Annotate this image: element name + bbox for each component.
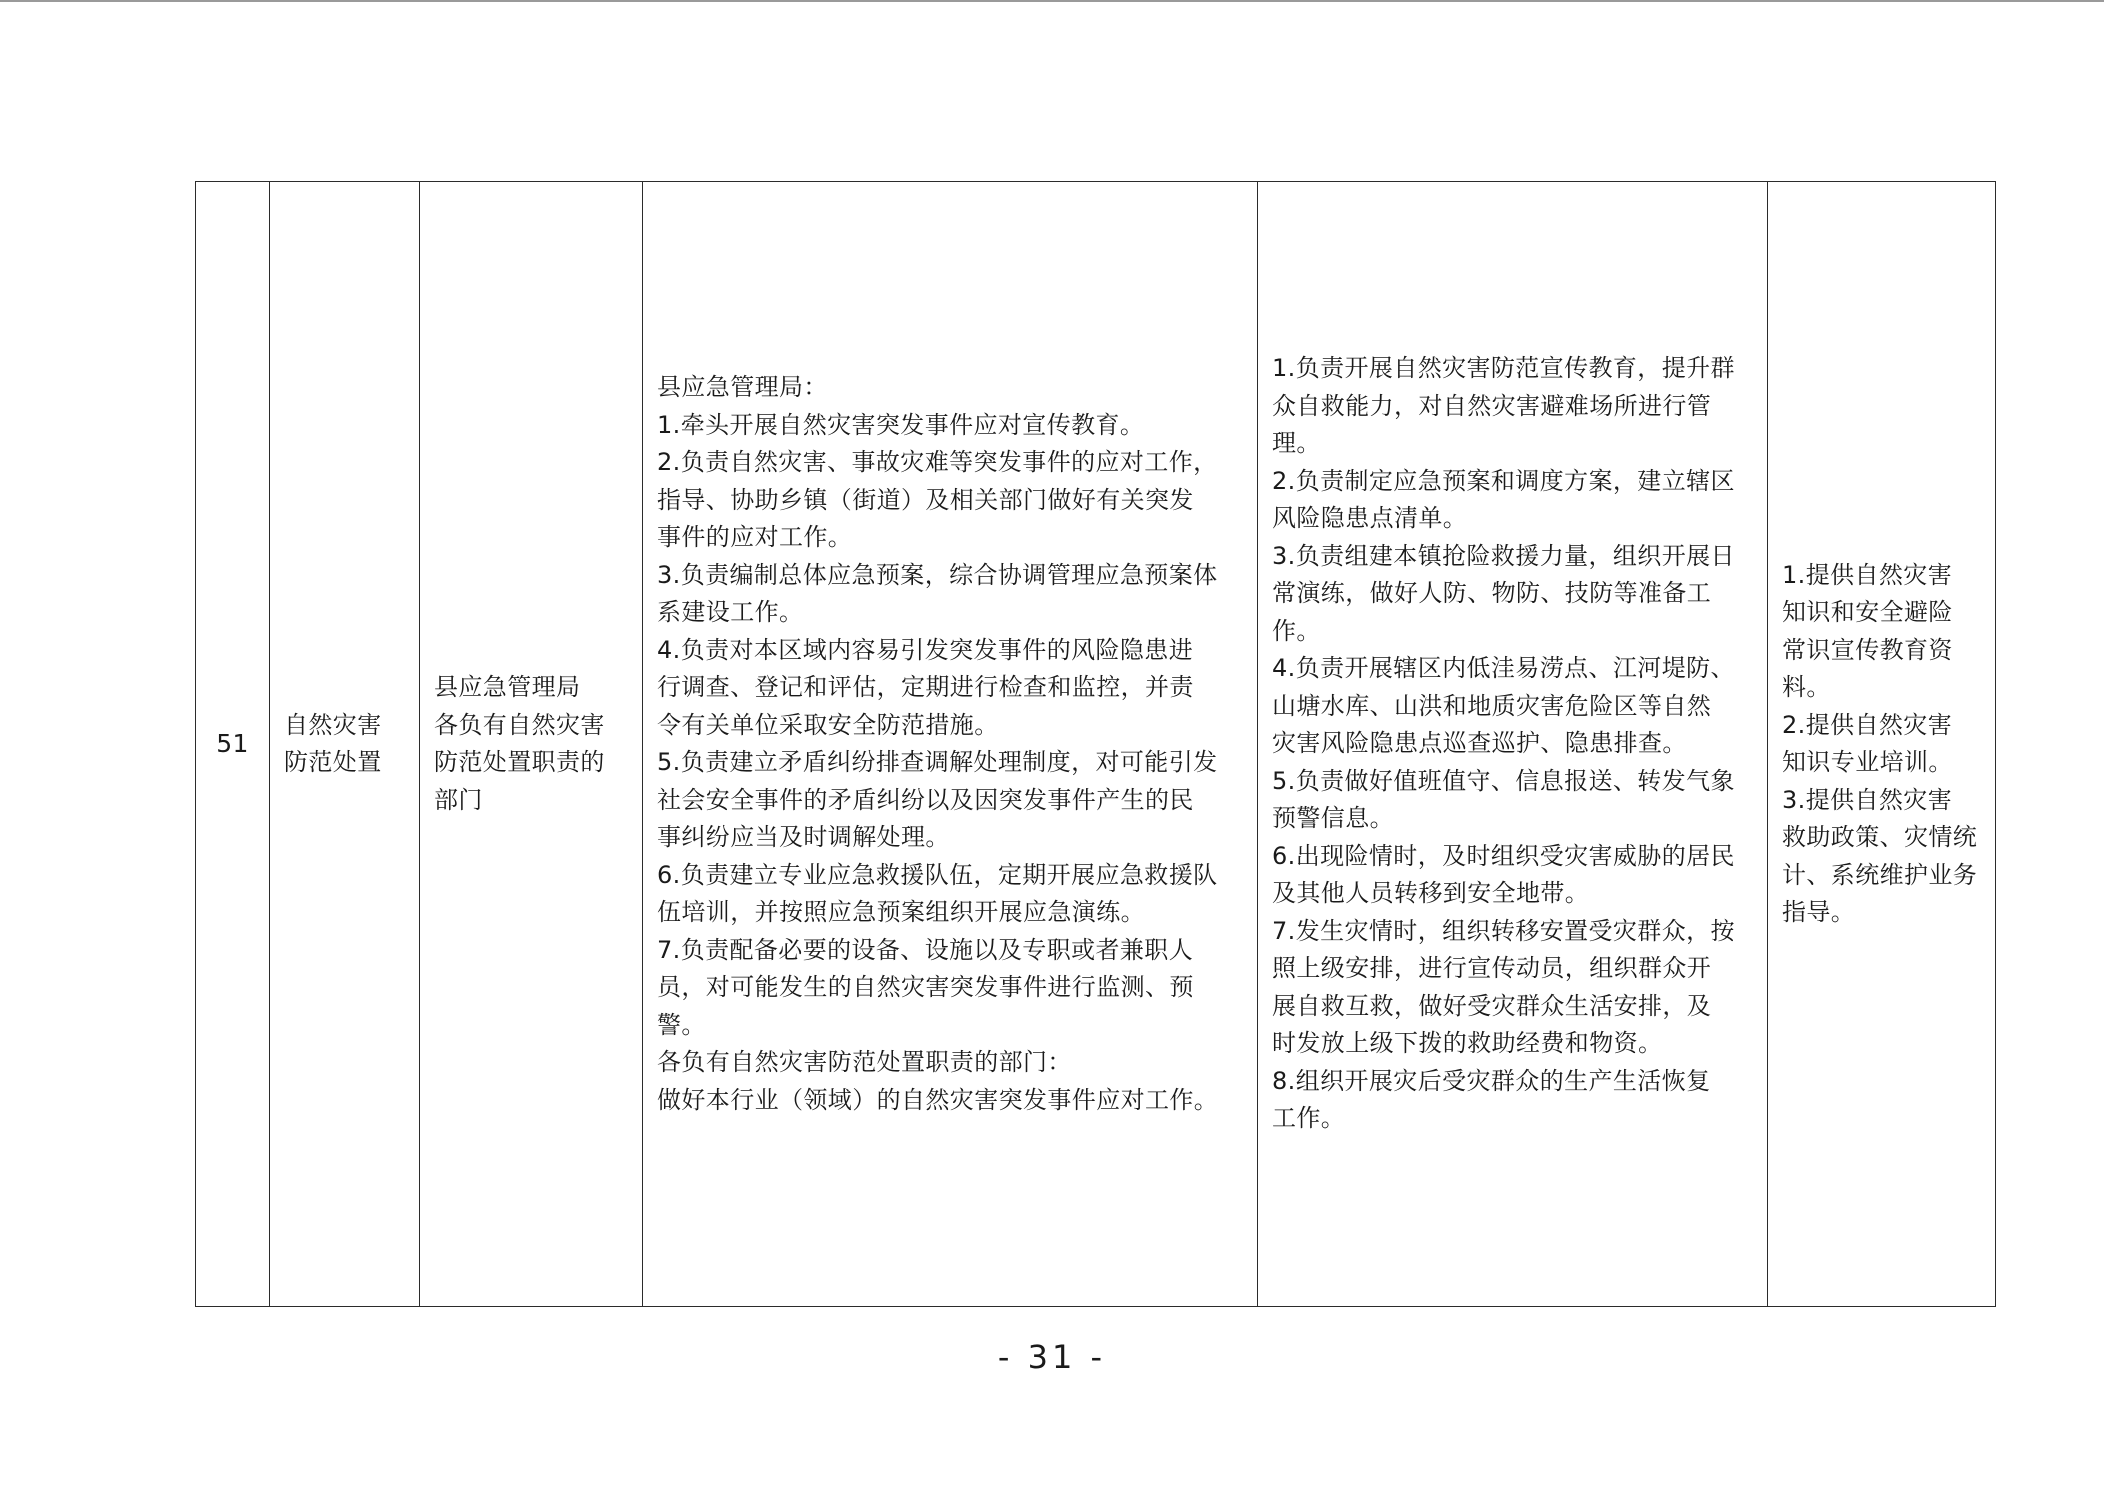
text-line: 常识宣传教育资 [1782,635,1953,664]
county-duty-text [643,369,1257,1119]
text-line: 计、系统维护业务 [1782,860,1978,889]
text-line: 伍培训，并按照应急预案组织开展应急演练。 [657,898,1145,926]
text-line: 知识和安全避险 [1782,598,1953,626]
text-line: 众自救能力，对自然灾害避难场所进行管 [1272,391,1712,420]
text-line: 警。 [657,1010,706,1039]
department-cell [420,182,643,1307]
page-number: - 31 - [997,1338,1107,1376]
text-line: 行调查、登记和评估，定期进行检查和监控，并责 [657,673,1194,701]
text-line: 县应急管理局： [657,373,828,401]
text-line: 1.提供自然灾害 [1782,560,1953,589]
text-line: 1.负责开展自然灾害防范宣传教育，提升群 [1272,354,1735,383]
text-line: 6.负责建立专业应急救援队伍，定期开展应急救援队 [657,860,1218,889]
text-line: 理。 [1272,429,1321,458]
county-duty-cell [643,182,1258,1307]
text-line: 系建设工作。 [657,598,804,626]
text-line: 照上级安排，进行宣传动员，组织群众开 [1272,954,1712,983]
text-line: 员，对可能发生的自然灾害突发事件进行监测、预 [657,973,1194,1001]
text-line: 2.提供自然灾害 [1782,710,1953,739]
text-line: 作。 [1272,616,1321,645]
page-top-rule [0,0,2104,2]
text-line: 指导、协助乡镇（街道）及相关部门做好有关突发 [657,485,1194,514]
text-line: 8.组织开展灾后受灾群众的生产生活恢复 [1272,1066,1711,1095]
text-line: 4.负责对本区域内容易引发突发事件的风险隐患进 [657,635,1194,664]
text-line: 料。 [1782,673,1831,701]
village-duty-cell [1768,182,1996,1307]
text-line: 常演练，做好人防、物防、技防等准备工 [1272,579,1712,608]
village-duty-text [1768,557,1995,932]
text-line: 4.负责开展辖区内低洼易涝点、江河堤防、 [1272,654,1735,683]
text-line: 防范处置职责的 [434,748,605,776]
text-line: 2.负责制定应急预案和调度方案，建立辖区 [1272,466,1735,495]
text-line: 救助政策、灾情统 [1782,823,1978,851]
text-line: 做好本行业（领域）的自然灾害突发事件应对工作。 [657,1085,1219,1114]
text-line: 社会安全事件的矛盾纠纷以及因突发事件产生的民 [657,785,1194,814]
town-duty-cell [1258,182,1768,1307]
text-line: 各负有自然灾害防范处置职责的部门： [657,1048,1072,1076]
text-line: 3.负责编制总体应急预案，综合协调管理应急预案体 [657,560,1218,589]
text-line: 工作。 [1272,1104,1346,1133]
text-line: 时发放上级下拨的救助经费和物资。 [1272,1029,1663,1058]
row-number-cell [196,182,270,1307]
text-line: 7.发生灾情时，组织转移安置受灾群众，按 [1272,916,1735,945]
text-line: 灾害风险隐患点巡查巡护、隐患排查。 [1272,729,1687,758]
text-line: 山塘水库、山洪和地质灾害危险区等自然 [1272,691,1712,720]
duty-table [195,181,1996,1307]
town-duty-text [1258,350,1767,1138]
text-line: 自然灾害 [284,710,382,739]
text-line: 风险隐患点清单。 [1272,504,1468,533]
department-text [420,669,642,819]
text-line: 知识专业培训。 [1782,748,1953,776]
row-number: 51 [216,729,249,759]
text-line: 及其他人员转移到安全地带。 [1272,879,1590,908]
text-line: 事纠纷应当及时调解处理。 [657,823,950,851]
text-line: 指导。 [1782,898,1856,926]
text-line: 县应急管理局 [434,673,581,701]
text-line: 事件的应对工作。 [657,523,853,551]
text-line: 展自救互救，做好受灾群众生活安排，及 [1272,991,1712,1020]
text-line: 3.提供自然灾害 [1782,785,1953,814]
text-line: 3.负责组建本镇抢险救援力量，组织开展日 [1272,541,1735,570]
item-text [270,707,419,782]
table-row [196,182,1996,1307]
text-line: 2.负责自然灾害、事故灾难等突发事件的应对工作， [657,448,1218,476]
text-line: 6.出现险情时，及时组织受灾害威胁的居民 [1272,841,1735,870]
text-line: 7.负责配备必要的设备、设施以及专职或者兼职人 [657,935,1194,964]
text-line: 各负有自然灾害 [434,710,605,739]
text-line: 部门 [434,785,483,814]
text-line: 5.负责建立矛盾纠纷排查调解处理制度，对可能引发 [657,748,1218,776]
text-line: 预警信息。 [1272,804,1394,833]
item-cell [270,182,420,1307]
text-line: 防范处置 [284,748,382,776]
text-line: 1.牵头开展自然灾害突发事件应对宣传教育。 [657,410,1145,439]
text-line: 令有关单位采取安全防范措施。 [657,710,999,739]
text-line: 5.负责做好值班值守、信息报送、转发气象 [1272,766,1735,795]
